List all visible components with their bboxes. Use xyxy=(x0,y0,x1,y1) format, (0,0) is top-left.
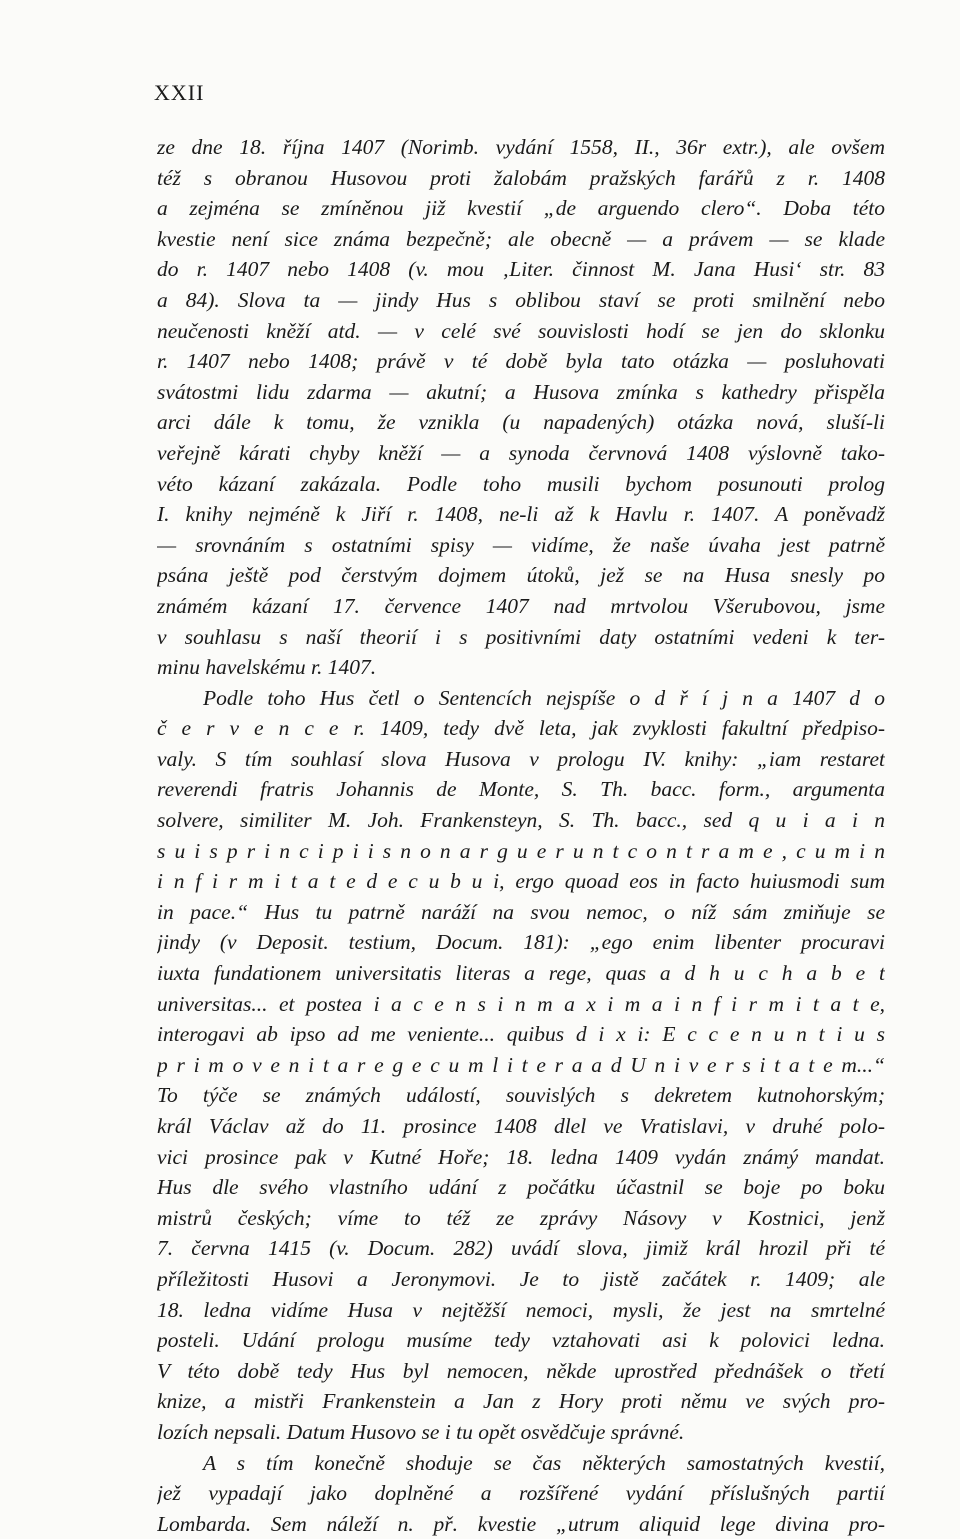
text-line: reverendi fratris Johannis de Monte, S. Th. bacc. form., argumenta xyxy=(157,777,885,802)
text-line: véto kázaní zakázala. Podle toho musili bychom posunouti prolog xyxy=(157,471,885,496)
text-line: vici prosince pak v Kutné Hoře; 18. ledna 1409 vydán známý mandat. xyxy=(157,1144,885,1169)
text-line: To týče se známých událostí, souvislých s dekretem kutnohorským; xyxy=(157,1083,885,1108)
text-line: A s tím konečně shoduje se čas některých samostatných kvestií, xyxy=(203,1450,885,1475)
text-line: solvere, similiter M. Joh. Frankensteyn, S. Th. bacc., sed q u i a i n xyxy=(157,808,885,833)
text-line: knize, a mistři Frankenstein a Jan z Hory proti němu ve svých pro- xyxy=(157,1389,885,1414)
text-line: universitas... et postea i a c e n s i n m a x i m a i n f i r m i t a t e, xyxy=(157,991,885,1016)
text-line: minu havelskému r. 1407. xyxy=(157,655,377,680)
text-line: do r. 1407 nebo 1408 (v. mou ‚Liter. činnost M. Jana Husi‘ str. 83 xyxy=(157,257,885,282)
page-number: XXII xyxy=(154,80,205,105)
text-line: král Václav až do 11. prosince 1408 dlel ve Vratislavi, v druhé polo- xyxy=(157,1114,885,1138)
text-line: p r i m o v e n i t a r e g e c u m l i t e r a a d U n i v e r s i t a t e m...“ xyxy=(157,1052,885,1077)
body-text xyxy=(157,132,885,1539)
text-line: veřejně kárati chyby kněží — a synoda červnová 1408 výslovně tako- xyxy=(157,440,885,465)
text-line: mistrů českých; víme to též ze zprávy Násovy v Kostnici, jenž xyxy=(157,1205,885,1230)
text-line: valy. S tím souhlasí slova Husova v prologu IV. knihy: „iam restaret xyxy=(157,746,885,771)
text-line: Lombarda. Sem náleží n. př. kvestie „utrum aliquid lege divina pro- xyxy=(157,1511,885,1536)
text-line: jindy (v Deposit. testium, Docum. 181): „ego enim libenter procuravi xyxy=(157,930,885,955)
text-line: interogavi ab ipso ad me veniente... quibus d i x i: E c c e n u n t i u s xyxy=(157,1022,885,1047)
text-line: V této době tedy Hus byl nemocen, někde uprostřed přednášek o třetí xyxy=(157,1358,885,1383)
text-line: arci dále k tomu, že vznikla (u napadených) otázka nová, sluší-li xyxy=(157,410,885,435)
text-line: 18. ledna vidíme Husa v nejtěžší nemoci, mysli, že jest na smrtelné xyxy=(157,1297,885,1322)
text-line: ze dne 18. října 1407 (Norimb. vydání 1558, II., 36r extr.), ale ovšem xyxy=(157,135,885,159)
text-line: známém kázaní 17. července 1407 nad mrtvolou Všerubovou, jsme xyxy=(157,593,885,618)
text-line: Podle toho Hus četl o Sentencích nejspíše o d ř í j n a 1407 d o xyxy=(203,685,885,710)
text-line: kvestie není sice známa bezpečně; ale obecně — a právem — se klade xyxy=(157,226,885,251)
text-line: iuxta fundationem universitatis literas a rege, quas a d h u c h a b e t xyxy=(157,961,885,986)
text-line: a zejména se zmíněnou již kvestií „de arguendo clero“. Doba této xyxy=(157,196,885,221)
text-line: 7. června 1415 (v. Docum. 282) uvádí slova, jimiž král hrozil při té xyxy=(157,1236,885,1261)
text-line: in pace.“ Hus tu patrně naráží na svou nemoc, o níž sám zmiňuje se xyxy=(157,899,885,924)
text-line: též s obranou Husovou proti žalobám pražských farářů z r. 1408 xyxy=(157,165,885,190)
text-line: I. knihy nejméně k Jiří r. 1408, ne-li až k Havlu r. 1407. A poněvadž xyxy=(157,502,885,527)
text-line: příležitosti Husovi a Jeronymovi. Je to jistě začátek r. 1409; ale xyxy=(157,1266,885,1291)
text-line: psána ještě pod čerstvým dojmem útoků, jež se na Husa snesly po xyxy=(157,563,885,588)
text-line: v souhlasu s naší theorií i s positivními daty ostatními vedeni k ter- xyxy=(157,624,885,649)
text-line: s u i s p r i n c i p i i s n o n a r g u e r u n t c o n t r a m e , c u m i n xyxy=(157,838,885,863)
text-line: r. 1407 nebo 1408; právě v té době byla tato otázka — posluhovati xyxy=(157,349,885,374)
text-line: a 84). Slova ta — jindy Hus s oblibou staví se proti smilnění nebo xyxy=(157,287,885,312)
text-line: svátostmi lidu zdarma — akutní; a Husova zmínka s kathedry přispěla xyxy=(157,379,885,404)
text-line: neučenosti kněží atd. — v celé své souvislosti hodí se jen do sklonku xyxy=(157,318,885,343)
text-line: Hus dle svého vlastního udání z počátku účastnil se boje po boku xyxy=(157,1175,885,1200)
text-line: lozích nepsali. Datum Husovo se i tu opět osvědčuje správné. xyxy=(157,1419,685,1444)
text-line: — srovnáním s ostatními spisy — vidíme, že naše úvaha jest patrně xyxy=(157,532,885,557)
text-line: i n f i r m i t a t e d e c u b u i, ergo quoad eos in facto huiusmodi sum xyxy=(157,869,885,894)
text-line: posteli. Udání prologu musíme tedy vztahovati asi k polovici ledna. xyxy=(157,1328,885,1353)
text-line: č e r v e n c e r. 1409, tedy dvě leta, jak zvyklosti fakultní předpiso- xyxy=(157,716,885,741)
text-line: jež vypadají jako doplněné a rozšířené vydání příslušných partií xyxy=(157,1481,885,1506)
